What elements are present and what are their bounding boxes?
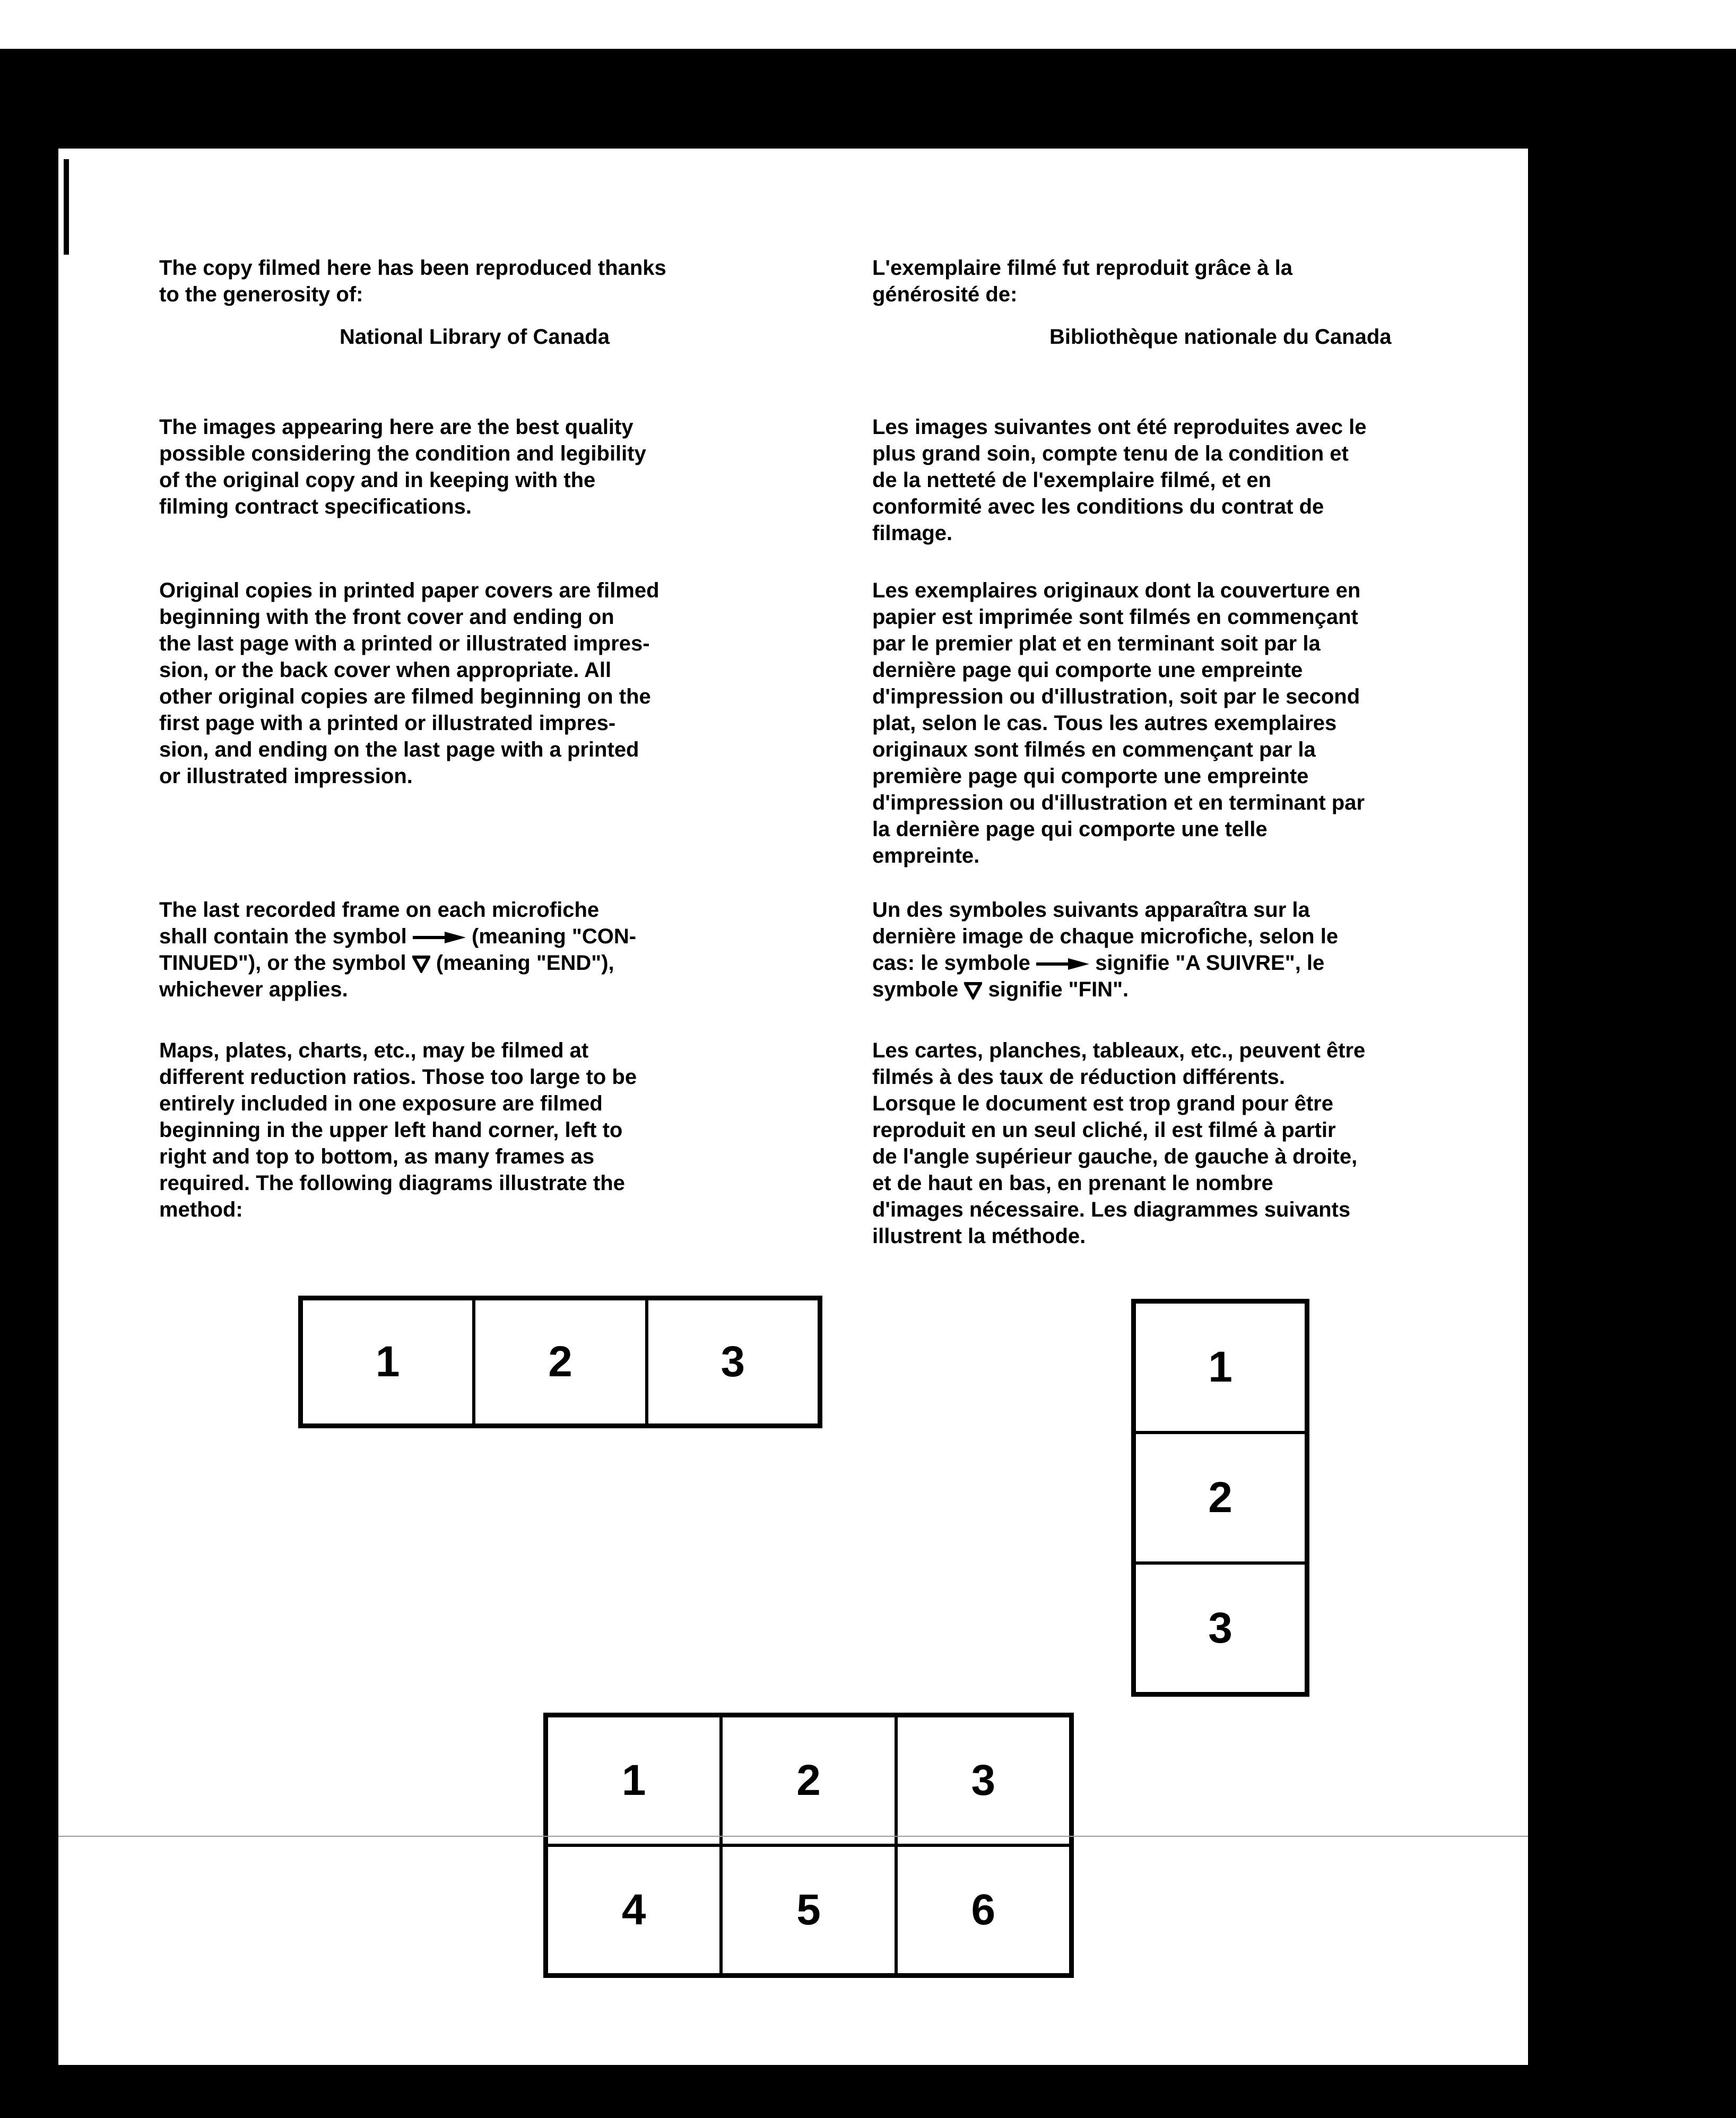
symbols-text-fr-2: signifie "A SUIVRE", le xyxy=(1095,951,1325,975)
top-margin-strip xyxy=(0,0,1736,49)
frame-cell: 3 xyxy=(1134,1563,1306,1694)
maps-text: Maps, plates, charts, etc., may be filmed at different reduction ratios. Those too large to be entirely included in one exposure are filmed beginning in the upper left hand corner, left to right and top to bottom, as many frames as required. The following diagrams illustrate the method: xyxy=(159,1039,637,1221)
credit-block xyxy=(159,255,822,308)
quality-text: The images appearing here are the best quality possible considering the condition and legibility of the original copy and in keeping with the filming contract specifications. xyxy=(159,415,646,518)
frame-cell: 1 xyxy=(1134,1302,1306,1433)
quality-paragraph xyxy=(159,414,822,520)
library-name: National Library of Canada xyxy=(340,325,610,349)
symbols-text-fr-3: symbole xyxy=(872,978,959,1001)
edge-mark xyxy=(64,159,69,255)
symbols-text-fr-1: Un des symboles suivants apparaîtra sur la dernière image de chaque microfiche, selon le cas: le symbole xyxy=(872,898,1339,975)
credit-text-fr: L'exemplaire filmé fut reproduit grâce à la générosité de: xyxy=(872,256,1292,306)
symbols-text-4: (meaning "END"), xyxy=(436,951,614,975)
covers-text-fr: Les exemplaires originaux dont la couverture en papier est imprimée sont filmés en commençant par le premier plat et en terminant soit par la dernière page qui comporte une empreinte d'impression ou d'illustration, soit par le second plat, selon le cas. Tous les autres exemplaires originaux sont filmés en commençant par la première page qui comporte une empreinte d'impression ou d'illustration et en terminant par la dernière page qui comporte une telle empreinte. xyxy=(872,579,1365,867)
maps-text-fr: Les cartes, planches, tableaux, etc., peuvent être filmés à des taux de réduction différents. Lorsque le document est trop grand pour être reproduit en un seul cliché, il est filmé à partir de l'angle supérieur gauche, de gauche à droite, et de haut en bas, en prenant le nombre d'images nécessaire. Les diagrammes suivants illustrent la méthode. xyxy=(872,1039,1366,1248)
quality-text-fr: Les images suivantes ont été reproduites avec le plus grand soin, compte tenu de la condition et de la netteté de l'exemplaire filmé, et en conformité avec les conditions du contrat de filmage. xyxy=(872,415,1367,545)
symbols-text-2: (meaning "CON- xyxy=(472,925,637,948)
credit-text: The copy filmed here has been reproduced thanks to the generosity of: xyxy=(159,256,666,306)
credit-block-fr xyxy=(872,255,1488,308)
arrow-right-icon xyxy=(1036,957,1089,971)
maps-paragraph-fr xyxy=(872,1037,1488,1249)
symbols-text-1: The last recorded frame on each microfiche shall contain the symbol xyxy=(159,898,600,948)
covers-text: Original copies in printed paper covers are filmed beginning with the front cover and ending on the last page with a printed or illustrated impres- sion, or the back cover when appropriate. All other original copies are filmed beginning on the first page with a printed or illustrated impres- sion, and ending on the last page with a printed or illustrated impression. xyxy=(159,579,659,788)
covers-paragraph xyxy=(159,577,822,789)
covers-paragraph-fr xyxy=(872,577,1488,869)
filmed-page xyxy=(58,149,1528,2065)
triangle-down-icon xyxy=(412,955,430,973)
frame-cell: 1 xyxy=(301,1299,474,1425)
frame-cell: 1 xyxy=(546,1716,721,1845)
frame-cell: 3 xyxy=(896,1716,1071,1845)
frame-cell: 6 xyxy=(896,1845,1071,1975)
diagram-horizontal-frames xyxy=(298,1296,822,1428)
symbols-text-3: TINUED"), or the symbol xyxy=(159,951,406,975)
frame-cell: 2 xyxy=(1134,1433,1306,1563)
library-name-fr: Bibliothèque nationale du Canada xyxy=(1049,325,1392,349)
diagram-grid-frames xyxy=(543,1713,1074,1978)
diagram-vertical-frames xyxy=(1131,1299,1309,1697)
frame-cell: 4 xyxy=(546,1845,721,1975)
frame-cell: 2 xyxy=(721,1716,896,1845)
arrow-right-icon xyxy=(413,931,466,944)
quality-paragraph-fr xyxy=(872,414,1488,546)
symbols-text-5: whichever applies. xyxy=(159,978,348,1001)
symbols-paragraph-fr xyxy=(872,897,1488,1003)
frame-cell: 3 xyxy=(647,1299,819,1425)
frame-cell: 5 xyxy=(721,1845,896,1975)
symbols-text-fr-4: signifie "FIN". xyxy=(988,978,1129,1001)
symbols-paragraph xyxy=(159,897,822,1003)
triangle-down-icon xyxy=(964,982,982,1000)
maps-paragraph xyxy=(159,1037,822,1223)
scan-line xyxy=(58,1836,1528,1837)
frame-cell: 2 xyxy=(474,1299,646,1425)
